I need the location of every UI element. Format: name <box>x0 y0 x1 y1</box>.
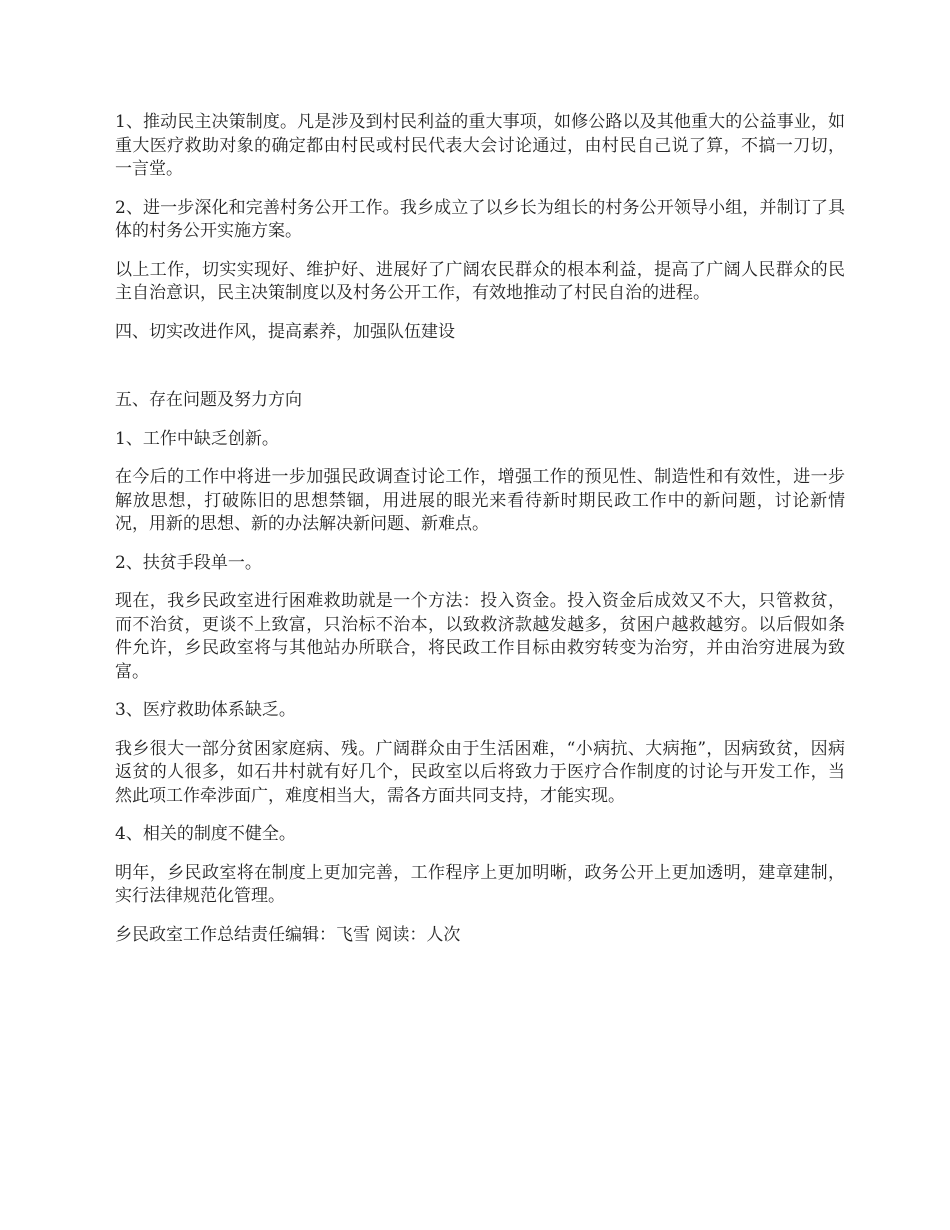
problem-body-3: 我乡很大一部分贫困家庭病、残。广阔群众由于生活困难，“小病抗、大病拖”，因病致贫，因病返贫的人很多，如石井村就有好几个，民政室以后将致力于医疗合作制度的讨论与开发工作，当然此项工作牵涉面广，难度相当大，需各方面共同支持，才能实现。 <box>115 738 845 806</box>
paragraph-democratic-decision: 1、推动民主决策制度。凡是涉及到村民利益的重大事项，如修公路以及其他重大的公益事业，如重大医疗救助对象的确定都由村民或村民代表大会讨论通过，由村民自己说了算，不搞一刀切，一言堂。 <box>115 112 845 179</box>
blank-gap <box>115 359 845 389</box>
paragraph-summary: 以上工作，切实实现好、维护好、进展好了广阔农民群众的根本利益，提高了广阔人民群众的民主自治意识，民主决策制度以及村务公开工作，有效地推动了村民自治的进程。 <box>115 259 845 303</box>
section-heading-four: 四、切实改进作风，提高素养，加强队伍建设 <box>115 321 455 342</box>
problem-heading-1: 1、工作中缺乏创新。 <box>115 428 279 449</box>
problem-heading-2: 2、扶贫手段单一。 <box>115 552 262 573</box>
paragraph-village-affairs: 2、进一步深化和完善村务公开工作。我乡成立了以乡长为组长的村务公开领导小组，并制订了具体的村务公开实施方案。 <box>115 197 845 241</box>
problem-body-2: 现在，我乡民政室进行困难救助就是一个方法：投入资金。投入资金后成效又不大，只管救贫，而不治贫，更谈不上致富，只治标不治本，以致救济款越发越多，贫困户越救越穷。以后假如条件允许，乡民政室将与其他站办所联合，将民政工作目标由救穷转变为治穷，并由治穷进展为致富。 <box>115 591 845 682</box>
problem-heading-3: 3、医疗救助体系缺乏。 <box>115 700 296 720</box>
section-heading-five: 五、存在问题及努力方向 <box>115 390 302 410</box>
problem-body-1: 在今后的工作中将进一步加强民政调查讨论工作，增强工作的预见性、制造性和有效性，进一步解放思想，打破陈旧的思想禁锢，用进展的眼光来看待新时期民政工作中的新问题，讨论新情况，用新的思想、新的办法解决新问题、新难点。 <box>115 467 845 534</box>
document-body <box>115 111 845 962</box>
problem-body-4: 明年，乡民政室将在制度上更加完善，工作程序上更加明晰，政务公开上更加透明，建章建制，实行法律规范化管理。 <box>115 862 845 906</box>
problem-heading-4: 4、相关的制度不健全。 <box>115 824 296 844</box>
editor-footer: 乡民政室工作总结责任编辑：飞雪 阅读：人次 <box>115 924 461 945</box>
